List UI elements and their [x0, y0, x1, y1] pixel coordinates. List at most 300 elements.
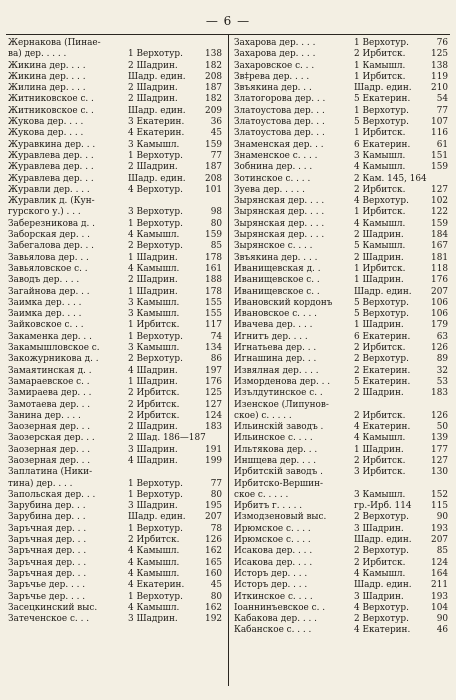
register-entry	[6, 298, 224, 309]
entry-name: ва) дер. . . . .	[8, 49, 67, 60]
register-entry	[232, 230, 450, 241]
entry-page: 90	[436, 614, 448, 625]
entry-name: Ильтякова дер. . .	[234, 444, 318, 455]
entry-district: 2 Верхотур.	[354, 512, 409, 523]
entry-name: Златогорова дер. . .	[234, 94, 326, 105]
entry-page: 89	[436, 354, 448, 365]
entry-name: Заозерная дер. . .	[8, 422, 91, 433]
entry-page: 127	[431, 455, 448, 466]
register-entry	[232, 162, 450, 173]
entry-district: 4 Камышл.	[128, 568, 180, 579]
entry-district: 4 Камышл.	[128, 230, 180, 241]
entry-name: Запольская дер. . .	[8, 489, 96, 500]
entry-name: Іоаннинъевское с. .	[234, 602, 326, 613]
entry-district: 2 Ирбитск.	[128, 399, 180, 410]
register-entry	[6, 162, 224, 173]
entry-name: Заозерная дер. . .	[8, 444, 91, 455]
register-entry	[232, 524, 450, 535]
register-entry	[6, 445, 224, 456]
entry-page: 151	[431, 150, 448, 161]
register-entry	[232, 38, 450, 49]
entry-name: Заръчная дер. . .	[8, 557, 87, 568]
entry-name: Ивановское с. . . .	[234, 309, 317, 320]
entry-page: 126	[205, 535, 222, 546]
entry-name: Заимка дер. . . .	[8, 309, 82, 320]
register-entry	[6, 320, 224, 331]
entry-page: 115	[431, 501, 448, 512]
entry-name: Ирюмское с. . . .	[234, 535, 311, 546]
entry-page: 61	[436, 139, 448, 150]
entry-district: 4 Шадрин.	[128, 455, 178, 466]
register-entry	[232, 151, 450, 162]
entry-district: 1 Верхотур.	[128, 591, 183, 602]
entry-district: 3 Камышл.	[128, 297, 180, 308]
entry-page: 63	[436, 331, 448, 342]
register-entry	[6, 366, 224, 377]
entry-name: Житниковское с. .	[8, 94, 94, 105]
entry-page: 85	[210, 241, 222, 252]
entry-name: Зырянская дер. . . .	[234, 218, 325, 229]
register-entry	[232, 603, 450, 614]
entry-page: 126	[431, 410, 448, 421]
entry-district: Шадр. един.	[354, 286, 412, 297]
register-entry	[6, 94, 224, 105]
register-entry	[6, 196, 224, 207]
entry-name: Затеченское с. . .	[8, 614, 90, 625]
register-entry	[6, 230, 224, 241]
entry-name: Занина дер. . . .	[8, 410, 81, 421]
entry-name: Зарубина дер. . .	[8, 512, 86, 523]
entry-page: 118	[431, 263, 448, 274]
entry-page: 211	[431, 580, 448, 591]
entry-page: 155	[205, 297, 222, 308]
entry-page: 188	[205, 275, 222, 286]
entry-name: Заръчная дер. . .	[8, 568, 87, 579]
register-entry	[232, 309, 450, 320]
entry-name: Исакова дер. . . .	[234, 557, 313, 568]
register-entry	[232, 320, 450, 331]
entry-name: Журавлева дер. . .	[8, 162, 94, 173]
register-entry	[232, 546, 450, 557]
register-entry	[232, 207, 450, 218]
entry-name: Захарова дер. . . .	[234, 38, 316, 48]
entry-district: 3 Шадрин.	[354, 523, 404, 534]
register-entry	[232, 196, 450, 207]
entry-page: 50	[436, 422, 448, 433]
register-entry	[232, 580, 450, 591]
entry-name: Заръчная дер. . .	[8, 535, 87, 546]
entry-page: 138	[205, 49, 222, 60]
entry-page: 162	[205, 602, 222, 613]
entry-name: Журавлик д. (Кун-	[8, 196, 95, 207]
entry-district: 2 Ирбитск.	[128, 535, 180, 546]
entry-page: 130	[431, 467, 448, 478]
entry-name: Игнашина дер. . .	[234, 354, 317, 365]
entry-district: 4 Камышл.	[128, 546, 180, 557]
entry-district: 1 Ирбитск.	[354, 128, 406, 139]
entry-name: Захарова дер. . . .	[234, 49, 316, 60]
register-entry	[232, 128, 450, 139]
register-entry	[6, 580, 224, 591]
entry-district: 2 Ирбитск.	[354, 184, 406, 195]
entry-district: 5 Верхотур.	[354, 117, 409, 128]
entry-district: Шадр. един.	[128, 105, 186, 116]
register-entry	[6, 61, 224, 72]
entry-page: 77	[436, 105, 448, 116]
entry-name: Заплатина (Ники-	[8, 467, 93, 478]
entry-name: Исторъ дер. . . .	[234, 580, 308, 591]
entry-district: 4 Камышл.	[354, 433, 406, 444]
register-entry	[6, 275, 224, 286]
entry-district: 2 Ирбитск.	[128, 388, 180, 399]
register-entry	[6, 140, 224, 151]
entry-district: 2 Верхотур.	[354, 354, 409, 365]
entry-page: 208	[205, 71, 222, 82]
register-entry	[232, 535, 450, 546]
entry-district: 1 Верхотур.	[128, 49, 183, 60]
entry-name: Зотинское с. . . .	[234, 173, 311, 184]
register-entry	[232, 433, 450, 444]
entry-name: Загайнова дер. . .	[8, 286, 90, 297]
entry-page: 46	[436, 625, 448, 636]
entry-page: 183	[431, 388, 448, 399]
entry-page: 45	[210, 580, 222, 591]
entry-name: Изенское (Липунов-	[234, 399, 329, 410]
register-entry	[6, 524, 224, 535]
register-entry	[6, 174, 224, 185]
entry-name: Жукова дер. . . .	[8, 128, 84, 139]
entry-district: 5 Екатерин.	[354, 94, 411, 105]
register-entry	[6, 535, 224, 546]
entry-page: 80	[210, 218, 222, 229]
entry-page: 159	[205, 230, 222, 241]
register-entry	[232, 287, 450, 298]
entry-district: 3 Камышл.	[128, 343, 180, 354]
entry-name: Замаятинская д. .	[8, 365, 92, 376]
entry-name: Изълдутинское с. .	[234, 388, 323, 399]
left-column	[6, 38, 224, 625]
entry-page: 176	[205, 376, 222, 387]
register-entry	[232, 501, 450, 512]
entry-district: 5 Верхотур.	[354, 309, 409, 320]
register-entry	[6, 253, 224, 264]
register-entry	[6, 467, 224, 478]
entry-district: 4 Верхотур.	[354, 602, 409, 613]
entry-page: 138	[431, 60, 448, 71]
entry-district: 1 Шадрин.	[128, 252, 178, 263]
entry-name: Зырянская дер. . . .	[234, 196, 325, 207]
register-entry	[232, 569, 450, 580]
entry-page: 106	[431, 309, 448, 320]
entry-page: 116	[431, 128, 448, 139]
entry-name: Исторъ дер. . . .	[234, 568, 308, 579]
entry-page: 210	[431, 83, 448, 94]
entry-district: 4 Камышл.	[128, 602, 180, 613]
register-entry	[6, 343, 224, 354]
entry-page: 32	[436, 365, 448, 376]
entry-page: 197	[205, 365, 222, 376]
register-entry	[6, 106, 224, 117]
entry-name: Зырянское с. . . .	[234, 241, 313, 252]
register-entry	[232, 422, 450, 433]
entry-district: 1 Верхотур.	[354, 105, 409, 116]
entry-district: 5 Камышл.	[354, 241, 406, 252]
register-entry	[6, 354, 224, 365]
register-entry	[6, 422, 224, 433]
entry-page: 178	[205, 252, 222, 263]
register-entry	[6, 332, 224, 343]
entry-page: 183	[205, 422, 222, 433]
entry-name: Кабанское с. . . .	[234, 625, 312, 636]
entry-district: 1 Ирбитск.	[354, 71, 406, 82]
register-entry	[232, 366, 450, 377]
entry-page: 178	[205, 286, 222, 297]
register-entry	[232, 388, 450, 399]
entry-page: 125	[205, 388, 222, 399]
entry-district: 1 Шадрин.	[128, 286, 178, 297]
entry-page: 207	[205, 512, 222, 523]
entry-district: 4 Шадрин.	[128, 365, 178, 376]
register-entry	[6, 456, 224, 467]
entry-page: 77	[210, 478, 222, 489]
register-entry	[6, 207, 224, 218]
entry-page: 90	[436, 512, 448, 523]
entry-name: Замотаева дер. . .	[8, 399, 91, 410]
entry-page: 182	[205, 94, 222, 105]
entry-name: Ирбитскій заводъ .	[234, 467, 323, 478]
entry-district: 4 Екатерин.	[128, 128, 185, 139]
entry-name: Захаровское с. . .	[234, 60, 315, 71]
register-entry	[6, 546, 224, 557]
entry-name: Заръчная дер. . .	[8, 523, 87, 534]
entry-page: 104	[431, 602, 448, 613]
register-entry	[6, 501, 224, 512]
register-entry	[6, 400, 224, 411]
entry-page: 74	[210, 331, 222, 342]
entry-name: Ильинскій заводъ .	[234, 422, 324, 433]
entry-district: 1 Верхотур.	[128, 218, 183, 229]
register-entry	[6, 512, 224, 523]
entry-district: 2 Ирбитск.	[354, 557, 406, 568]
entry-name: Закожурникова д. .	[8, 354, 99, 365]
entry-page: 127	[205, 399, 222, 410]
entry-name: Заимка дер. . . .	[8, 297, 82, 308]
register-entry	[6, 83, 224, 94]
entry-page: 101	[205, 184, 222, 195]
entry-name: Журавкина дер. . .	[8, 139, 96, 150]
entry-name: Ильинское с. . . .	[234, 433, 313, 444]
register-entry	[232, 343, 450, 354]
entry-name: Зв‡рева дер. . . .	[234, 71, 310, 82]
register-entry	[232, 558, 450, 569]
entry-name: Извялная дер. . . .	[234, 365, 319, 376]
entry-page: 165	[205, 557, 222, 568]
entry-district: 4 Камышл.	[128, 263, 180, 274]
entry-district: 1 Ирбитск.	[354, 263, 406, 274]
entry-page: 86	[210, 354, 222, 365]
entry-name: Ирюмское с. . . .	[234, 523, 311, 534]
entry-page: 160	[205, 568, 222, 579]
entry-page: 159	[205, 139, 222, 150]
entry-name: ское) с. . . . .	[234, 410, 292, 421]
entry-page: 177	[431, 444, 448, 455]
entry-name: Завьяловское с. .	[8, 263, 88, 274]
entry-name: Зуева дер. . . . .	[234, 184, 305, 195]
register-entry	[232, 592, 450, 603]
entry-district: 3 Камышл.	[128, 139, 180, 150]
register-entry	[232, 456, 450, 467]
register-entry	[232, 377, 450, 388]
entry-page: 80	[210, 489, 222, 500]
register-entry	[232, 354, 450, 365]
entry-name: Журавлева дер. . .	[8, 173, 94, 184]
register-entry	[6, 377, 224, 388]
entry-name: Замираева дер. . .	[8, 388, 92, 399]
entry-name: Ирбитъ г. . . . .	[234, 501, 303, 512]
register-entry	[6, 411, 224, 422]
entry-page: 36	[210, 117, 222, 128]
entry-district: 2 Ирбитск.	[354, 49, 406, 60]
entry-page: 122	[431, 207, 448, 218]
entry-district: 2 Шадрин.	[354, 230, 404, 241]
entry-name: Зырянская дер. . . .	[234, 207, 325, 218]
entry-district: 2 Верхотур.	[354, 546, 409, 557]
entry-page: 159	[431, 162, 448, 173]
entry-name: Жукова дер. . . .	[8, 117, 84, 128]
entry-district: 1 Верхотур.	[128, 478, 183, 489]
entry-district: 4 Камышл.	[354, 218, 406, 229]
entry-page: 117	[205, 320, 222, 331]
entry-page: 195	[205, 501, 222, 512]
entry-page: 119	[431, 71, 448, 82]
register-entry	[6, 592, 224, 603]
entry-district: 6 Екатерин.	[354, 139, 411, 150]
entry-district: 4 Камышл.	[354, 162, 406, 173]
entry-district: 3 Камышл.	[354, 150, 406, 161]
register-entry	[232, 512, 450, 523]
page-number: — 6 —	[205, 14, 251, 28]
entry-district: 1 Шадрин.	[128, 376, 178, 387]
entry-name: тина) дер. . . .	[8, 478, 73, 489]
entry-name: Игнитъ дер. . . .	[234, 331, 308, 342]
entry-page: 139	[431, 433, 448, 444]
register-entry	[6, 117, 224, 128]
register-entry	[6, 38, 224, 49]
entry-name: Зырянская дер. . . .	[234, 230, 325, 241]
register-entry	[232, 241, 450, 252]
entry-district: 1 Шадрин.	[354, 275, 404, 286]
entry-name: Измодзеновый выс.	[234, 512, 327, 523]
entry-name: Златоустова дер. . .	[234, 128, 325, 139]
entry-district: 2 Ирбитск.	[354, 455, 406, 466]
entry-name: Игнатьева дер. . .	[234, 343, 317, 354]
entry-district: 4 Верхотур.	[354, 196, 409, 207]
entry-name: Замараевское с. .	[8, 376, 90, 387]
entry-name: гурского у.) . . .	[8, 207, 81, 218]
entry-district: Шадр. един.	[128, 71, 186, 82]
entry-name: Жикина дер. . . .	[8, 60, 86, 71]
entry-name: Заозерская дер. . .	[8, 433, 95, 444]
register-entry	[6, 388, 224, 399]
entry-name: Звъякина дер. . . .	[234, 252, 318, 263]
entry-district: Шадр. един.	[128, 173, 186, 184]
entry-district: 2 Шадрин.	[128, 162, 178, 173]
entry-page: 159	[431, 218, 448, 229]
entry-district: 3 Шадрин.	[128, 614, 178, 625]
register-entry	[232, 614, 450, 625]
entry-district: 2 Верхотур.	[354, 614, 409, 625]
entry-page: 107	[431, 117, 448, 128]
entry-name: Иванищевская д. .	[234, 263, 321, 274]
register-entry	[232, 185, 450, 196]
register-entry	[232, 479, 450, 490]
entry-district: 2 Шадрин.	[354, 252, 404, 263]
entry-page: 134	[205, 343, 222, 354]
entry-name: ское с. . . . .	[234, 489, 289, 500]
entry-district: 1 Шадрин.	[354, 444, 404, 455]
register-entry	[232, 253, 450, 264]
entry-name: Забегалова дер. . .	[8, 241, 94, 252]
entry-page: 54	[436, 94, 448, 105]
entry-page: 78	[210, 523, 222, 534]
register-entry	[6, 569, 224, 580]
entry-district: 2 Шадрин.	[128, 83, 178, 94]
entry-district: Шадр. един.	[128, 512, 186, 523]
register-entry	[232, 61, 450, 72]
register-entry	[6, 558, 224, 569]
entry-page: 184	[431, 230, 448, 241]
column-divider	[228, 34, 229, 686]
entry-district: 4 Камышл.	[354, 568, 406, 579]
register-entry	[232, 332, 450, 343]
entry-page: 124	[431, 557, 448, 568]
entry-district: 6 Екатерин.	[354, 331, 411, 342]
entry-name: Ирбитско-Вершин-	[234, 478, 323, 489]
entry-district: 1 Верхотур.	[354, 38, 409, 48]
register-entry	[232, 467, 450, 478]
register-entry	[6, 433, 224, 444]
register-entry	[232, 275, 450, 286]
entry-page: 199	[205, 455, 222, 466]
entry-name: Кабакова дер. . . .	[234, 614, 317, 625]
register-entry	[6, 479, 224, 490]
entry-district: 2 Шадрин.	[354, 388, 404, 399]
entry-page: 191	[205, 444, 222, 455]
register-entry	[6, 151, 224, 162]
entry-page: 207	[431, 286, 448, 297]
entry-page: 124	[205, 410, 222, 421]
register-entry	[232, 117, 450, 128]
register-entry	[232, 445, 450, 456]
register-entry	[6, 241, 224, 252]
entry-page: 161	[205, 263, 222, 274]
entry-page: 179	[431, 320, 448, 331]
entry-district: Шадр. един.	[354, 580, 412, 591]
entry-name: Засецкинский выс.	[8, 602, 98, 613]
entry-district: 3 Ирбитск.	[354, 467, 406, 478]
entry-name: Заозерная дер. . .	[8, 455, 91, 466]
entry-district: 5 Екатерин.	[354, 376, 411, 387]
entry-page: 209	[205, 105, 222, 116]
entry-page: 164	[431, 568, 448, 579]
entry-name: Златоустова дер. . .	[234, 105, 325, 116]
entry-name: Ивачева дер. . . .	[234, 320, 313, 331]
entry-page: 193	[431, 591, 448, 602]
entry-name: Закаменка дер. . .	[8, 331, 92, 342]
register-entry	[6, 219, 224, 230]
entry-page: 167	[431, 241, 448, 252]
entry-page: 181	[431, 252, 448, 263]
